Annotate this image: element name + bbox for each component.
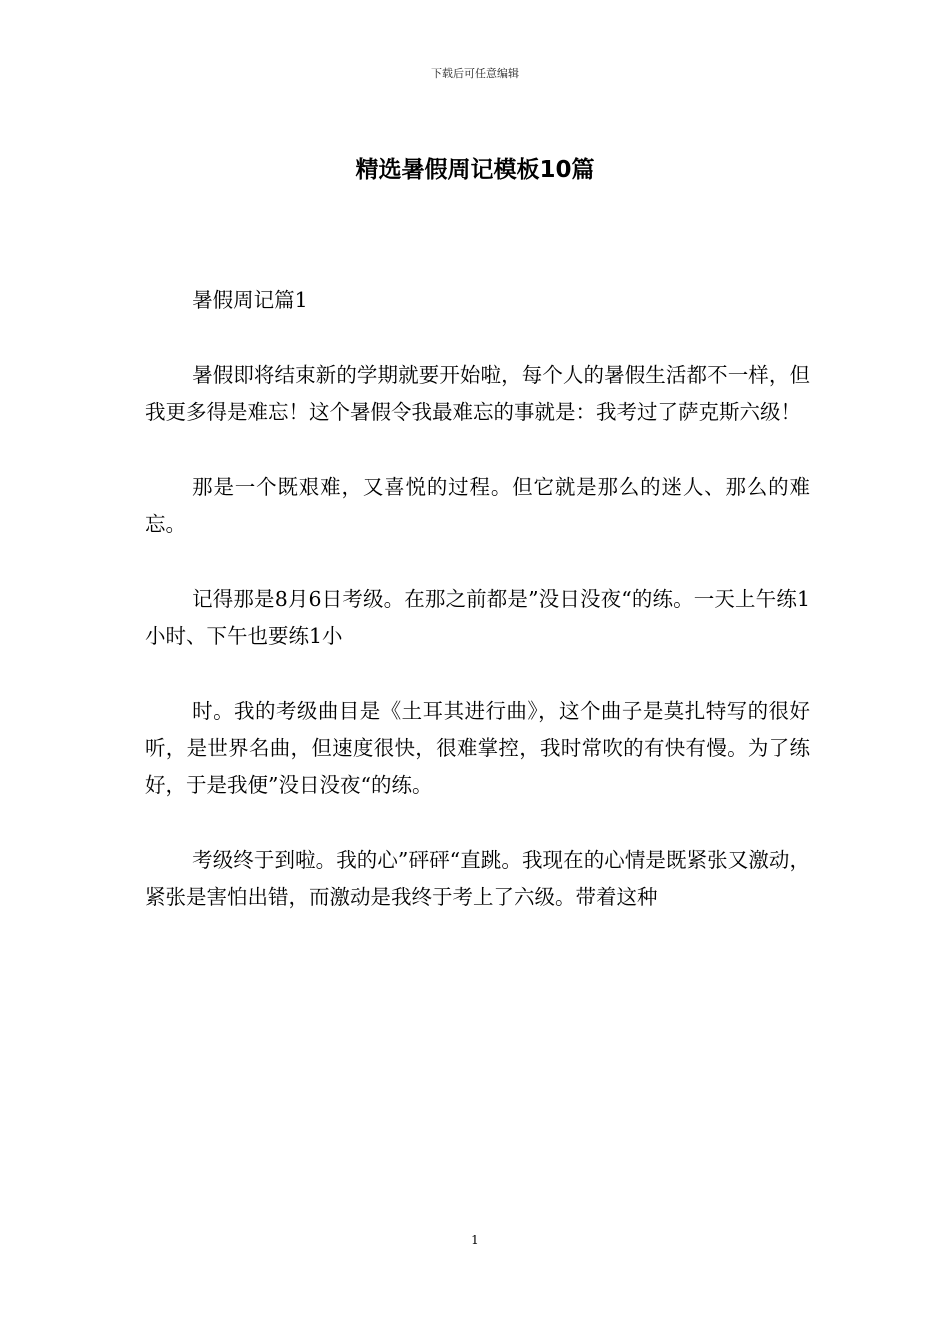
body-paragraph: 暑假即将结束新的学期就要开始啦，每个人的暑假生活都不一样，但我更多得是难忘！这个暑假令我最难忘的事就是：我考过了萨克斯六级！: [145, 363, 810, 424]
document-body: [145, 282, 810, 954]
section-heading: 暑假周记篇1: [192, 288, 308, 312]
document-title: 精选暑假周记模板10篇: [355, 157, 595, 183]
body-paragraph: 时。我的考级曲目是《土耳其进行曲》，这个曲子是莫扎特写的很好听，是世界名曲，但速度很快，很难掌控，我时常吹的有快有慢。为了练好，于是我便”没日没夜“的练。: [145, 699, 810, 797]
body-paragraph: 那是一个既艰难，又喜悦的过程。但它就是那么的迷人、那么的难忘。: [145, 475, 810, 536]
page-number: 1: [471, 1233, 479, 1247]
body-paragraph: 考级终于到啦。我的心”砰砰“直跳。我现在的心情是既紧张又激动，紧张是害怕出错，而激动是我终于考上了六级。带着这种: [145, 848, 810, 909]
page-header-note: 下载后可任意编辑: [431, 67, 519, 80]
body-paragraph: 记得那是8月6日考级。在那之前都是”没日没夜“的练。一天上午练1小时、下午也要练1小: [145, 587, 810, 648]
